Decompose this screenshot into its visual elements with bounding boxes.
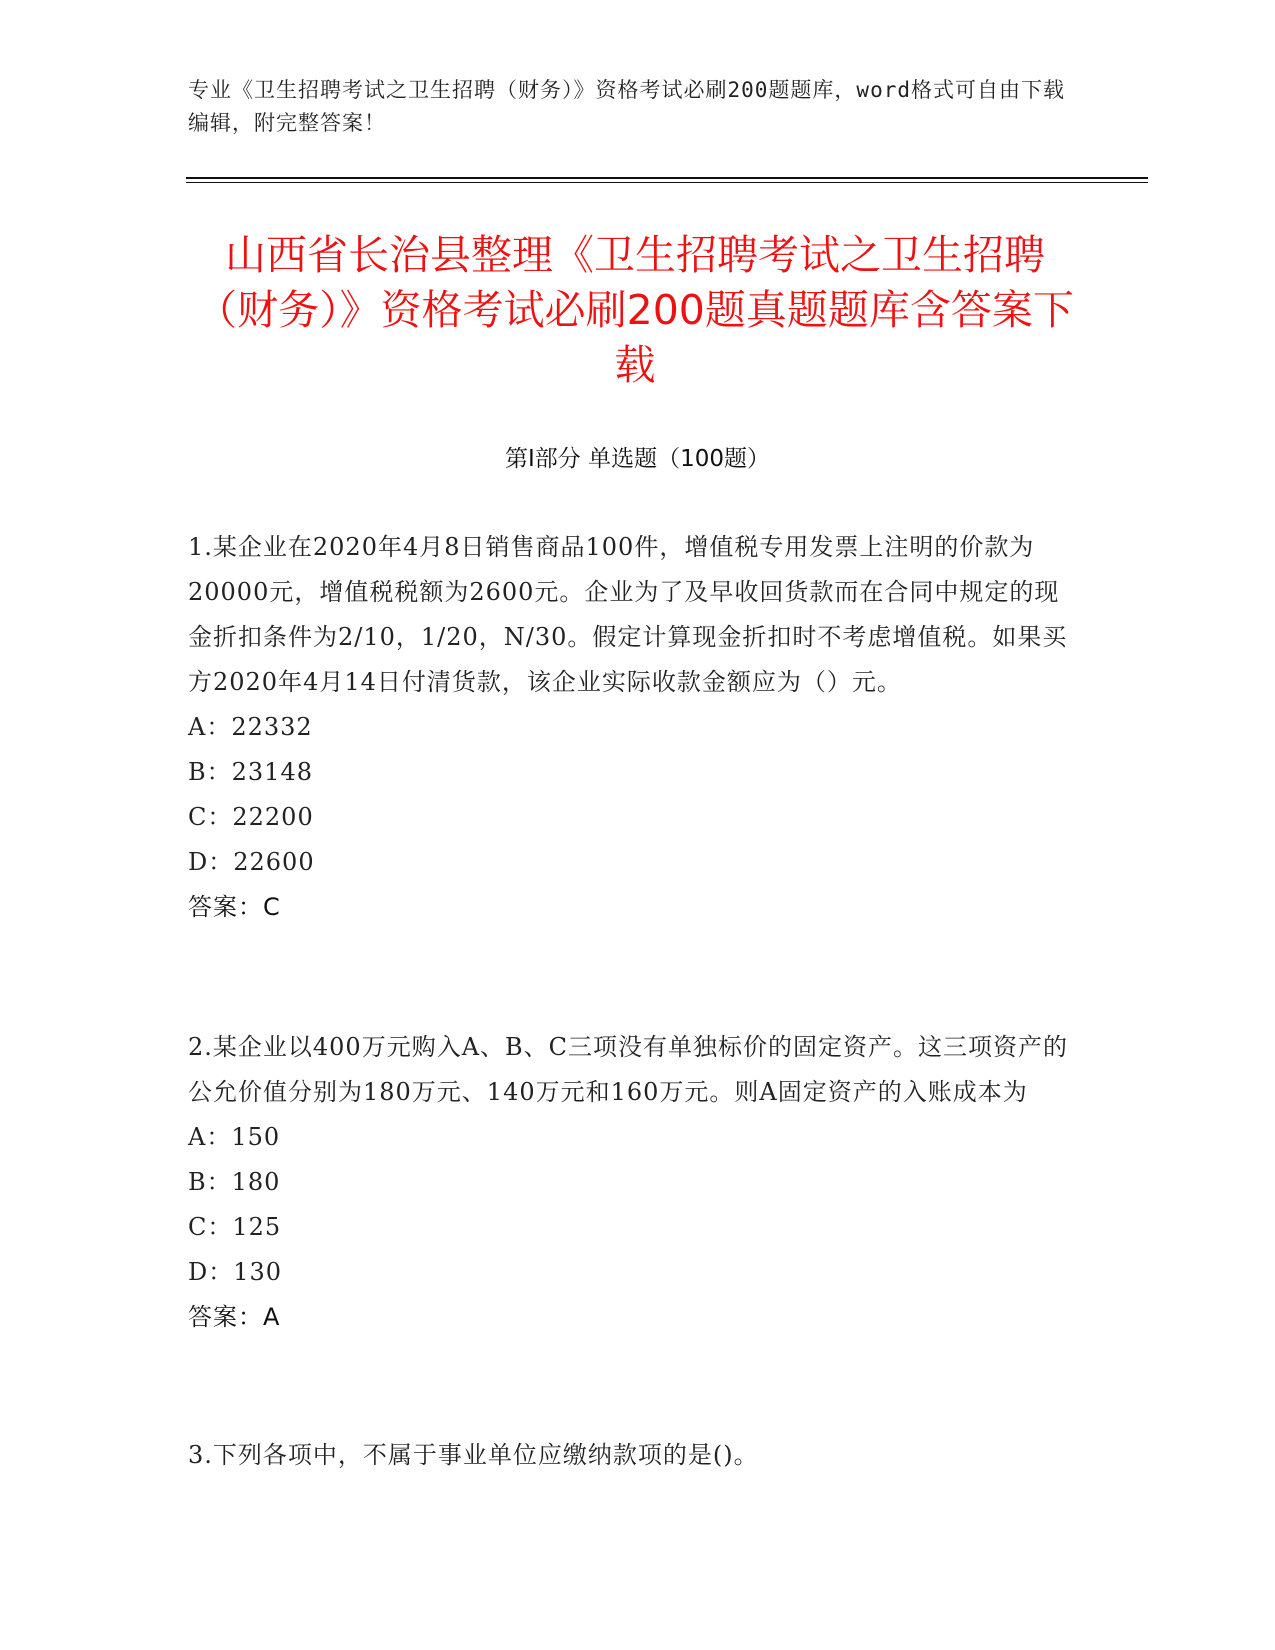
answer: 答案：C (188, 893, 281, 921)
question-text: 3.下列各项中，不属于事业单位应缴纳款项的是()。 (188, 1441, 759, 1469)
section-title: 第Ⅰ部分 单选题（100题） (505, 446, 770, 472)
question-text: 2.某企业以400万元购入A、B、C三项没有单独标价的固定资产。这三项资产的公允价值分别为180万元、140万元和160万元。则A固定资产的入账成本为 (188, 1033, 1069, 1106)
option-c: C：22200 (188, 803, 314, 831)
option-b: B：23148 (188, 758, 313, 786)
option-c: C：125 (188, 1213, 282, 1241)
option-a: A：150 (188, 1123, 281, 1151)
header-rule-thin (186, 182, 1148, 183)
document-title: 山西省长治县整理《卫生招聘考试之卫生招聘（财务）》资格考试必刷200题真题题库含答案下载 (196, 231, 1074, 389)
option-d: D：22600 (188, 848, 315, 876)
option-a: A：22332 (188, 713, 313, 741)
header-note: 专业《卫生招聘考试之卫生招聘（财务）》资格考试必刷200题题库，word格式可自由下载编辑，附完整答案！ (188, 78, 1065, 135)
question-text: 1.某企业在2020年4月8日销售商品100件，增值税专用发票上注明的价款为20000元，增值税税额为2600元。企业为了及早收回货款而在合同中规定的现金折扣条件为2/10，1/20，N/30。假定计算现金折扣时不考虑增值税。如果买方2020年4月14日付清货款，该企业实际收款金额应为（）元。 (188, 533, 1068, 696)
question-block-3 (188, 1433, 1078, 1478)
option-d: D：130 (188, 1258, 283, 1286)
answer: 答案：A (188, 1303, 281, 1331)
question-block-2 (188, 1025, 1078, 1340)
option-b: B：180 (188, 1168, 281, 1196)
header-rule-thick (186, 177, 1148, 179)
question-block-1 (188, 525, 1078, 930)
